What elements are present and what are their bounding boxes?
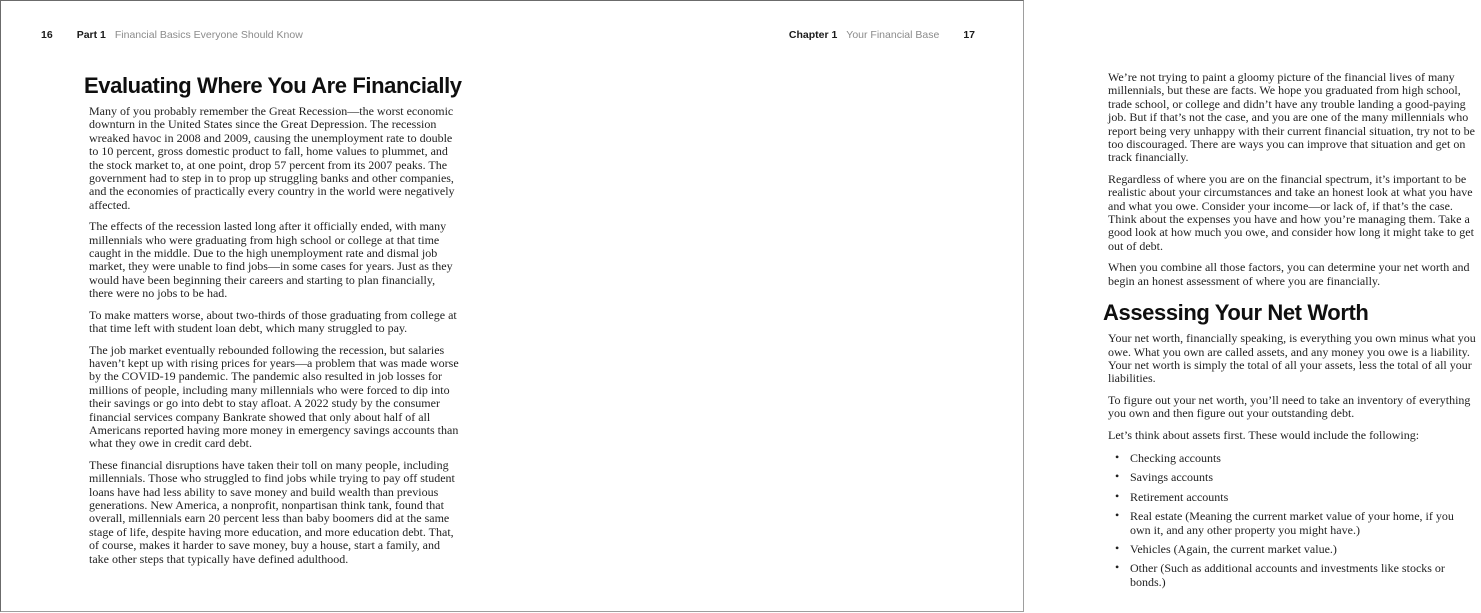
bullet-text: Retirement accounts xyxy=(1130,489,1229,504)
body-paragraph: The effects of the recession lasted long after it officially ended, with many millennials who were graduating from high school or college at that time caught in the middle. Due to the high unemployment rate and dismal job market, they were unable to find jobs—in some cases for years. Just as they would have been beginning their careers and starting to plan financially, there were no jobs to be had. xyxy=(89,219,453,301)
body-paragraph: Let’s think about assets first. These would include the following: xyxy=(1108,427,1420,442)
running-header-right xyxy=(789,29,975,41)
page-number-left: 16 xyxy=(41,29,53,41)
left-text-column xyxy=(84,73,462,566)
bullet-text: Other (Such as additional accounts and investments like stocks or bonds.) xyxy=(1130,561,1445,589)
list-item xyxy=(1108,562,1474,589)
body-paragraph: Your net worth, financially speaking, is everything you own minus what you owe. What you own are called assets, and any money you owe is a liability. Your net worth is simply the total of all your assets, less the total of all your liabilities. xyxy=(1108,331,1476,386)
bullet-text: Vehicles (Again, the current market value.) xyxy=(1130,541,1337,556)
section-heading-evaluating: Evaluating Where You Are Financially xyxy=(84,73,462,98)
list-item xyxy=(1108,449,1474,465)
bullet-dot-icon: • xyxy=(1115,540,1120,555)
bullet-dot-icon: • xyxy=(1115,560,1120,575)
body-paragraph: Many of you probably remember the Great Recession—the worst economic downturn in the United States since the Great Depression. The recession wreaked havoc in 2008 and 2009, causing the unemployment rate to double to 10 percent, gross domestic product to fall, home values to plummet, and the stock market to, at one point, drop 57 percent from its 2007 peaks. The government had to step in to prop up struggling banks and other companies, and the economies of practically every country in the world were negatively affected. xyxy=(89,104,455,212)
part-label: Part 1 xyxy=(76,29,106,41)
bullet-text: Checking accounts xyxy=(1130,450,1221,465)
bullet-text: Real estate (Meaning the current market value of your home, if you own it, and any other property you might have.) xyxy=(1130,509,1454,537)
part-title: Financial Basics Everyone Should Know xyxy=(114,29,303,41)
list-item xyxy=(1108,540,1474,556)
right-text-column xyxy=(1103,71,1481,595)
body-paragraph: The job market eventually rebounded following the recession, but salaries haven’t kept up with rising prices for years—a problem that was made worse by the COVID-19 pandemic. The pandemic also resulted in job losses for millions of people, including many millennials who were forced to dip into their savings or go into debt to stay afloat. A 2022 study by the consumer financial services company Bankrate showed that only about half of all Americans reported having more money in emergency savings accounts than what they owe in credit card debt. xyxy=(89,342,459,451)
bullet-dot-icon: • xyxy=(1115,488,1120,503)
list-item xyxy=(1108,471,1474,484)
body-paragraph: To make matters worse, about two-thirds of those graduating from college at that time left with student loan debt, which many struggled to pay. xyxy=(89,307,457,336)
bullet-dot-icon: • xyxy=(1115,449,1120,464)
body-paragraph: To figure out your net worth, you’ll need to take an inventory of everything you own and then figure out your outstanding debt. xyxy=(1108,392,1471,421)
assets-bullet-list xyxy=(1108,449,1481,589)
bullet-text: Savings accounts xyxy=(1130,470,1213,485)
page-left xyxy=(1,1,513,613)
running-header-left xyxy=(41,29,303,41)
page-right xyxy=(513,1,1476,613)
page-number-right: 17 xyxy=(963,29,975,41)
body-paragraph: These financial disruptions have taken their toll on many people, including millennials. Those who struggled to find jobs while trying to pay off student loans have had less ability to save money and build wealth than previous generations. New America, a nonprofit, nonpartisan think tank, found that overall, millennials earn 20 percent less than baby boomers did at the same stage of life, despite having more education, and more education debt. That, of course, makes it harder to save money, buy a house, start a family, and take other steps that typically have defined adulthood. xyxy=(89,457,455,566)
chapter-label: Chapter 1 xyxy=(788,29,838,41)
section-heading-net-worth: Assessing Your Net Worth xyxy=(1103,300,1369,326)
body-paragraph: When you combine all those factors, you can determine your net worth and begin an honest assessment of where you are financially. xyxy=(1108,260,1470,288)
bullet-dot-icon: • xyxy=(1115,508,1120,523)
body-paragraph: We’re not trying to paint a gloomy picture of the financial lives of many millennials, but these are facts. We hope you graduated from high school, trade school, or college and didn’t have any trouble landing a good-paying job. But if that’s not the case, and you are one of the many millennials who report being very unhappy with their current financial situation, try not to be too discouraged. There are ways you can improve that situation and get on track financially. xyxy=(1108,70,1475,165)
list-item xyxy=(1108,488,1474,504)
chapter-title: Your Financial Base xyxy=(846,29,940,41)
list-item xyxy=(1108,510,1474,537)
body-paragraph: Regardless of where you are on the financial spectrum, it’s important to be realistic about your circumstances and take an honest look at what you have and what you owe. Consider your income—or lack of, if that’s the case. Think about the expenses you have and how you’re managing them. Take a good look at how much you owe, and consider how long it might take to get out of debt. xyxy=(1108,171,1474,253)
bullet-dot-icon: • xyxy=(1115,469,1120,484)
